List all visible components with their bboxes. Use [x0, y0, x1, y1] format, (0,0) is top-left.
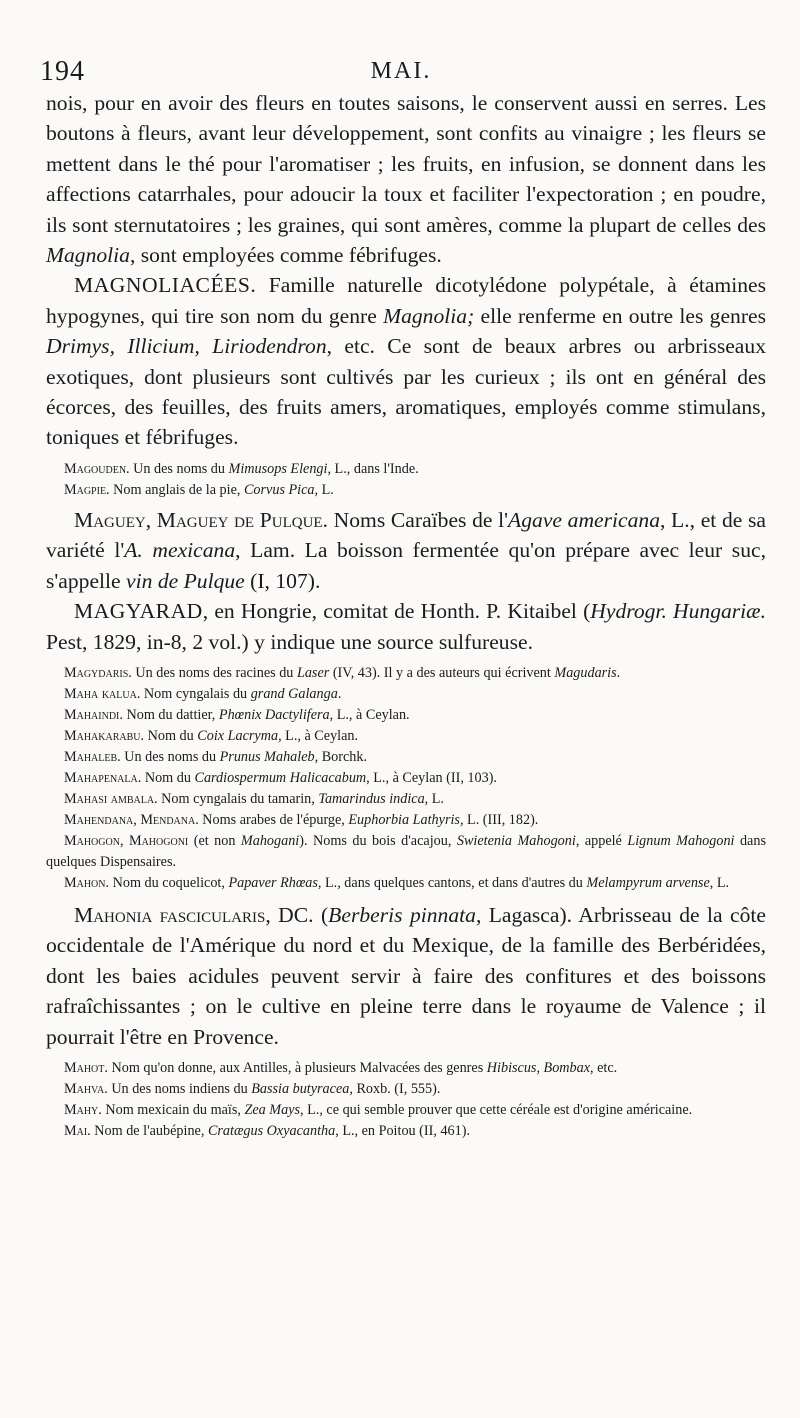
species-name: grand Galanga: [250, 685, 338, 702]
entry-head: Magydaris.: [64, 664, 132, 681]
page-number: 194: [40, 56, 85, 87]
text-run: Nom anglais de la pie,: [109, 481, 244, 498]
species-name: Magudaris: [554, 664, 617, 681]
text-run: , L., et de sa variété l': [46, 507, 766, 563]
species-name: Hibiscus: [486, 1059, 537, 1076]
entry-head: Mahaindi.: [64, 706, 123, 723]
text-run: Nom mexicain du maïs,: [101, 1101, 245, 1118]
species-name: Tamarindus indica: [318, 790, 425, 807]
text-run: (IV, 43). Il y a des auteurs qui écrivent: [329, 664, 555, 681]
text-run: (I, 107).: [244, 568, 321, 593]
text-run: Nom cyngalais du tamarin,: [157, 790, 319, 807]
species-name: Euphorbia Lathyris: [348, 811, 460, 828]
species-name: A. mexicana: [124, 538, 236, 563]
species-name: Cratægus Oxyacantha: [207, 1122, 336, 1139]
text-run: Un des noms du: [129, 460, 229, 477]
text-run: Noms Caraïbes de l': [327, 507, 509, 532]
species-name: Mahogani: [240, 832, 300, 849]
text-run: Un des noms indiens du: [107, 1080, 252, 1097]
entry-magnoliacees: [46, 270, 766, 452]
species-name: Mimusops Elengi: [228, 460, 328, 477]
entry-magyarad: [46, 596, 766, 657]
species-name: Bombax: [543, 1059, 591, 1076]
entry-magpie: [46, 480, 766, 501]
dictionary-entry: [46, 1121, 766, 1142]
entry-head: MAGYARAD: [74, 599, 203, 624]
text-run: , L.: [314, 481, 334, 498]
entry-head: Mahonia fascicularis: [74, 902, 266, 927]
entry-head: Mahaleb.: [64, 748, 121, 765]
dictionary-entry: [46, 705, 766, 726]
dictionary-entry: [46, 747, 766, 768]
dictionary-entry: [46, 1100, 766, 1121]
text-run: Nom qu'on donne, aux Antilles, à plusieurs Malvacées des genres: [107, 1059, 487, 1076]
text-run: ). Noms du bois d'acajou,: [299, 832, 457, 849]
species-name: Papaver Rhœas: [228, 874, 318, 891]
text-run: Un des noms des racines du: [131, 664, 297, 681]
entry-head: Mahapenala.: [64, 769, 142, 786]
text-run: nois, pour en avoir des fleurs en toutes saisons, le conservent aussi en serres. Les boutons à fleurs, avant leur développement, sont confits au vinaigre ; les fleurs se mettent dans le thé pour l'aromatiser ; les fruits, en infusion, se donnent dans les affections catarrhales, pour adoucir la toux et faciliter l'expectoration ; en poudre, ils sont sternutatoires ; les graines, qui sont amères, comme la plupart de celles des: [46, 91, 766, 237]
entry-head: Mahy.: [64, 1101, 102, 1118]
entry-head: MAGNOLIACÉES.: [74, 273, 257, 298]
drink-name: vin de Pulque: [126, 568, 245, 593]
text-run: , L., à Ceylan (II, 103).: [366, 769, 497, 786]
text-run: , L., ce qui semble prouver que cette céréale est d'origine américaine.: [300, 1101, 693, 1118]
entry-head: Mai.: [64, 1122, 91, 1139]
species-name: Zea Mays: [244, 1101, 301, 1118]
dictionary-entry: [46, 810, 766, 831]
text-run: Nom de l'aubépine,: [90, 1122, 208, 1139]
text-run: Nom du: [144, 727, 198, 744]
dictionary-entry: [46, 1058, 766, 1079]
entry-head: Mahakarabu.: [64, 727, 145, 744]
species-name: Swietenia Mahogoni: [456, 832, 576, 849]
entry-maguey: [46, 505, 766, 596]
species-name: Cardiospermum Halicacabum: [194, 769, 367, 786]
page-header: [40, 52, 762, 92]
text-run: Un des noms du: [120, 748, 220, 765]
species-name: Melampyrum arvense: [586, 874, 710, 891]
text-run: , Roxb. (I, 555).: [349, 1080, 441, 1097]
dictionary-entry: [46, 684, 766, 705]
genus-list: Drimys, Illicium, Liriodendron: [46, 334, 327, 359]
entry-head: Mahva.: [64, 1080, 108, 1097]
dictionary-entry: [46, 1079, 766, 1100]
species-name: Bassia butyracea: [251, 1080, 350, 1097]
paragraph-magnolia-end: [46, 88, 766, 270]
species-name: Phœnix Dactylifera: [218, 706, 330, 723]
small-entries-3: [46, 1058, 766, 1142]
text-run: , DC. (: [265, 902, 329, 927]
entry-head: Magpie.: [64, 481, 110, 498]
entry-head: Mahasi ambala.: [64, 790, 158, 807]
text-run: , Borchk.: [314, 748, 368, 765]
text-run: , L.: [424, 790, 444, 807]
species-name: Berberis pinnata: [328, 902, 476, 927]
text-run: elle renferme en outre les genres: [474, 303, 766, 328]
entry-head: Mahon.: [64, 874, 110, 891]
entry-head: Mahot.: [64, 1059, 108, 1076]
page-body: [46, 88, 766, 1142]
species-name: Corvus Pica: [243, 481, 315, 498]
text-run: Noms arabes de l'épurge,: [198, 811, 349, 828]
text-run: dans quelques Dispensaires.: [46, 832, 766, 870]
text-run: , en Hongrie, comitat de Honth. P. Kitaibel (: [202, 599, 591, 624]
entry-head: Mahogon, Mahogoni: [64, 832, 189, 849]
species-name: Agave americana: [508, 507, 660, 532]
text-run: , L.: [709, 874, 730, 891]
small-entries-1: [46, 459, 766, 501]
text-run: , Lagasca). Arbrisseau de la côte occidentale de l'Amérique du nord et du Mexique, de la famille des Berbéridées, dont les baies acidules peuvent servir à faire des confitures et des boissons rafraîchissantes ; on le cultive en pleine terre dans le royaume de Valence ; il pourrait l'être en Provence.: [46, 902, 766, 1049]
dictionary-entry: [46, 831, 766, 873]
entry-head: Maha kalua.: [64, 685, 141, 702]
species-name: Laser: [296, 664, 330, 681]
text-run: , L., à Ceylan.: [278, 727, 359, 744]
entry-mahonia: [46, 900, 766, 1052]
text-run: , L., dans l'Inde.: [327, 460, 419, 477]
text-run: Nom du coquelicot,: [109, 874, 229, 891]
text-run: .: [337, 685, 342, 702]
entry-head: Magouden.: [64, 460, 130, 477]
species-name: Lignum Mahogoni: [627, 832, 735, 849]
text-run: , L., dans quelques cantons, et dans d'autres du: [317, 874, 587, 891]
running-head: MAI.: [370, 58, 432, 84]
text-run: Nom du dattier,: [122, 706, 219, 723]
genus-name: Magnolia;: [383, 303, 475, 328]
text-run: , Lam. La boisson fermentée qu'on prépare avec leur suc, s'appelle: [46, 538, 766, 593]
text-run: , L. (III, 182).: [459, 811, 539, 828]
text-run: , L., en Poitou (II, 461).: [335, 1122, 470, 1139]
dictionary-entry: [46, 789, 766, 810]
dictionary-entry: [46, 768, 766, 789]
text-run: ,: [536, 1059, 544, 1076]
genus-name: Magnolia: [46, 243, 130, 268]
text-run: , etc.: [590, 1059, 618, 1076]
text-run: (et non: [188, 832, 241, 849]
text-run: Famille naturelle dicotylédone polypétale, à étamines hypogynes, qui tire son nom du genre: [46, 273, 766, 328]
dictionary-entry: [46, 663, 766, 684]
entry-head: Mahendana, Mendana.: [64, 811, 199, 828]
small-entries-2: [46, 663, 766, 894]
text-run: , L., à Ceylan.: [329, 706, 410, 723]
text-run: .: [616, 664, 621, 681]
dictionary-entry: [46, 726, 766, 747]
text-run: , etc. Ce sont de beaux arbres ou arbrisseaux exotiques, dont plusieurs sont cultivés par les curieux ; ils ont en général des écorces, des feuilles, des fruits amers, aromatiques, employés comme stimulans, toniques et fébrifuges.: [46, 334, 766, 450]
species-name: Coix Lacryma: [197, 727, 279, 744]
dictionary-entry: [46, 873, 766, 894]
entry-head: Maguey, Maguey de Pulque.: [74, 507, 328, 532]
text-run: , appelé: [575, 832, 628, 849]
text-run: , sont employées comme fébrifuges.: [129, 243, 442, 268]
entry-magouden: [46, 459, 766, 480]
text-run: Nom cyngalais du: [140, 685, 251, 702]
text-run: Nom du: [141, 769, 195, 786]
species-name: Prunus Mahaleb: [219, 748, 315, 765]
text-run: Pest, 1829, in-8, 2 vol.) y indique une source sulfureuse.: [46, 629, 533, 654]
book-title: Hydrogr. Hungariæ.: [590, 599, 766, 624]
